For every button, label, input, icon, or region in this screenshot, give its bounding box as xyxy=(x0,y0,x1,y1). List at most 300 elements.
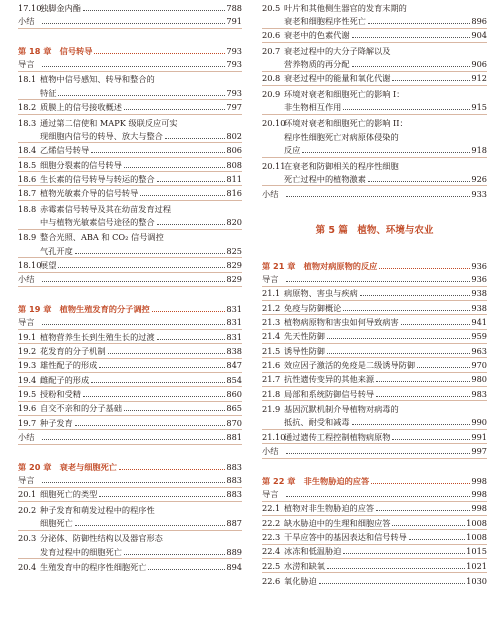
toc-entry[interactable] xyxy=(262,387,487,401)
page-number: 883 xyxy=(226,489,242,500)
entry-title: 雌配子的形成 xyxy=(40,374,90,385)
dot-leader xyxy=(368,180,470,182)
toc-entry[interactable] xyxy=(262,143,487,157)
entry-title: 效应因子激活的免疫是二级诱导防御 xyxy=(284,359,416,370)
page-number: 889 xyxy=(226,546,242,557)
section-number: 19.6 xyxy=(18,403,37,414)
entry-title: 氧化胁迫 xyxy=(284,576,317,587)
toc-entry[interactable] xyxy=(18,430,242,444)
chapter-heading[interactable] xyxy=(262,473,487,487)
page-number: 793 xyxy=(226,45,242,56)
entry-title: 雄性配子的形成 xyxy=(40,360,98,371)
toc-entry[interactable] xyxy=(18,215,242,229)
toc-entry[interactable] xyxy=(262,172,487,186)
toc-entry[interactable] xyxy=(18,129,242,143)
entry-title: 干旱应答中的基因表达和信号转导 xyxy=(284,532,407,543)
page-number: 998 xyxy=(471,489,487,500)
section-number: 导言 xyxy=(18,59,35,70)
toc-entry[interactable] xyxy=(18,559,242,573)
toc-entry[interactable] xyxy=(18,158,242,172)
toc-entry[interactable] xyxy=(262,0,487,14)
dot-leader xyxy=(75,424,226,426)
section-number: 20.3 xyxy=(18,533,37,544)
page-number: 788 xyxy=(226,2,242,13)
dot-leader xyxy=(140,194,225,196)
section-number: 20.11 xyxy=(262,160,286,171)
page-number: 938 xyxy=(471,288,487,299)
section-number: 21.4 xyxy=(262,331,281,342)
page-number: 896 xyxy=(471,16,487,27)
dot-leader xyxy=(286,495,470,497)
entry-title: 独脚金内酯 xyxy=(40,2,81,13)
entry-title: 第 20 章 衰老与细胞死亡 xyxy=(18,461,117,472)
section-number: 小结 xyxy=(18,274,35,285)
section-number: 19.2 xyxy=(18,346,37,356)
toc-entry[interactable] xyxy=(18,387,242,401)
entry-title: 抵抗、耐受和减毒 xyxy=(284,417,350,428)
entry-title: 特征 xyxy=(40,87,57,98)
toc-entry[interactable] xyxy=(262,344,487,358)
toc-entry[interactable] xyxy=(262,158,487,172)
toc-entry[interactable] xyxy=(18,516,242,530)
page-number: 838 xyxy=(226,346,242,356)
section-number: 19.7 xyxy=(18,417,37,428)
toc-entry[interactable] xyxy=(18,545,242,559)
page-number: 865 xyxy=(226,403,242,414)
entry-title: 气孔开度 xyxy=(40,245,73,256)
entry-title: 第 19 章 植物生殖发育的分子调控 xyxy=(18,303,150,314)
entry-title: 生殖发育中的程序性细胞死亡 xyxy=(40,562,147,573)
section-number: 19.1 xyxy=(18,331,37,342)
toc-entry[interactable] xyxy=(18,344,242,358)
entry-title: 先天性防御 xyxy=(284,331,325,342)
page-number: 831 xyxy=(226,331,242,342)
page-number: 926 xyxy=(471,173,487,184)
toc-entry[interactable] xyxy=(262,502,487,516)
toc-entry[interactable] xyxy=(262,545,487,559)
dot-leader xyxy=(124,108,225,110)
section-number: 22.4 xyxy=(262,546,281,557)
toc-entry[interactable] xyxy=(18,86,242,100)
dot-leader xyxy=(75,252,226,254)
entry-title: 诱导性防御 xyxy=(284,345,325,356)
entry-title: 第 22 章 非生物胁迫的应答 xyxy=(262,475,370,486)
page-number: 998 xyxy=(471,475,487,486)
entry-title: 叶片和其他侧生器官的发育末期的 xyxy=(284,2,407,13)
toc-entry[interactable] xyxy=(262,559,487,573)
page-number: 820 xyxy=(226,216,242,227)
toc-entry[interactable] xyxy=(262,444,487,458)
dot-leader xyxy=(417,366,470,368)
page-number: 791 xyxy=(226,16,242,27)
toc-entry[interactable] xyxy=(18,373,242,387)
section-number: 21.6 xyxy=(262,359,281,370)
section-number: 20.6 xyxy=(262,30,281,41)
dot-leader xyxy=(392,524,465,526)
dot-leader xyxy=(108,352,226,354)
section-number: 20.10 xyxy=(262,117,286,128)
toc-entry[interactable] xyxy=(262,14,487,28)
toc-left-column xyxy=(18,0,242,574)
toc-entry[interactable] xyxy=(262,129,487,143)
section-number: 20.9 xyxy=(262,88,281,99)
entry-title: 细胞分裂素的信号转导 xyxy=(40,159,122,170)
entry-title: 反应 xyxy=(284,145,301,156)
chapter-heading[interactable] xyxy=(18,459,242,473)
toc-entry[interactable] xyxy=(262,287,487,301)
entry-title: 第 18 章 信号转导 xyxy=(18,45,93,56)
section-number: 22.5 xyxy=(262,560,281,571)
dot-leader xyxy=(124,409,225,411)
page-number: 831 xyxy=(226,317,242,328)
entry-title: 冰冻和低温胁迫 xyxy=(284,546,342,557)
section-number: 18.9 xyxy=(18,232,37,243)
entry-title: 展望 xyxy=(40,259,57,270)
page-number: 983 xyxy=(471,388,487,399)
section-spacer xyxy=(18,445,242,459)
dot-leader xyxy=(286,280,470,282)
toc-entry[interactable] xyxy=(18,143,242,157)
entry-title: 衰老中的色素代谢 xyxy=(284,30,350,41)
page-number: 887 xyxy=(226,518,242,529)
page-number: 847 xyxy=(226,360,242,371)
entry-title: 抗性遗传变异的其他来源 xyxy=(284,374,375,385)
dot-leader xyxy=(360,294,471,296)
section-number: 22.6 xyxy=(262,576,281,587)
dot-leader xyxy=(286,195,470,197)
page-number: 854 xyxy=(226,374,242,385)
entry-title: 基因沉默机制介导植物对病毒的 xyxy=(284,404,399,414)
dot-leader xyxy=(42,481,225,483)
page-number: 894 xyxy=(226,562,242,573)
dot-leader xyxy=(99,366,225,368)
dot-leader xyxy=(91,381,225,383)
dot-leader xyxy=(83,9,225,11)
section-number: 21.3 xyxy=(262,316,281,327)
section-number: 19.3 xyxy=(18,360,37,371)
section-number: 21.5 xyxy=(262,345,281,356)
entry-title: 花发育的分子机制 xyxy=(40,346,106,356)
section-number: 19.5 xyxy=(18,389,37,400)
page-number: 1008 xyxy=(466,517,487,528)
entry-title: 质膜上的信号接收概述 xyxy=(40,102,122,113)
dot-leader xyxy=(165,137,226,139)
toc-entry[interactable] xyxy=(18,0,242,14)
page-number: 883 xyxy=(226,461,242,472)
dot-leader xyxy=(379,267,470,269)
entry-title: 植物病原物和害虫如何导致病害 xyxy=(284,316,399,327)
toc-entry[interactable] xyxy=(262,315,487,329)
dot-leader xyxy=(302,151,470,153)
dot-leader xyxy=(371,482,470,484)
toc-entry[interactable] xyxy=(262,301,487,315)
toc-entry[interactable] xyxy=(18,330,242,344)
page-number: 970 xyxy=(471,359,487,370)
entry-title: 现细胞内信号的转导、放大与整合 xyxy=(40,130,163,141)
page-number: 797 xyxy=(226,102,242,113)
toc-entry[interactable] xyxy=(18,115,242,129)
toc-entry[interactable] xyxy=(262,416,487,430)
dot-leader xyxy=(157,338,226,340)
toc-entry[interactable] xyxy=(18,57,242,71)
entry-title: 细胞死亡 xyxy=(40,518,73,529)
toc-entry[interactable] xyxy=(262,530,487,544)
toc-entry[interactable] xyxy=(18,201,242,215)
section-number: 20.2 xyxy=(18,504,37,515)
section-number: 小结 xyxy=(262,446,279,457)
toc-entry[interactable] xyxy=(262,100,487,114)
entry-title: 植物对非生物胁迫的应答 xyxy=(284,503,375,514)
dot-leader xyxy=(99,495,225,497)
toc-entry[interactable] xyxy=(262,516,487,530)
dot-leader xyxy=(42,65,225,67)
entry-title: 死亡过程中的植物激素 xyxy=(284,173,366,184)
page-number: 997 xyxy=(471,446,487,457)
page-number: 793 xyxy=(226,59,242,70)
page-number: 959 xyxy=(471,331,487,342)
chapter-heading[interactable] xyxy=(262,258,487,272)
toc-entry[interactable] xyxy=(18,502,242,516)
dot-leader xyxy=(352,423,471,425)
section-number: 19.4 xyxy=(18,374,37,385)
page-number: 936 xyxy=(471,273,487,284)
toc-entry[interactable] xyxy=(262,401,487,415)
page-number: 881 xyxy=(226,432,242,443)
section-number: 18.6 xyxy=(18,173,37,184)
page-number: 906 xyxy=(471,59,487,70)
page-number: 933 xyxy=(471,189,487,200)
section-number: 21.9 xyxy=(262,404,281,414)
dot-leader xyxy=(42,438,225,440)
toc-entry[interactable] xyxy=(18,473,242,487)
section-number: 18.1 xyxy=(18,74,37,85)
dot-leader xyxy=(376,509,470,511)
page-number: 806 xyxy=(226,145,242,156)
toc-entry[interactable] xyxy=(262,86,487,100)
page-number: 793 xyxy=(226,87,242,98)
entry-title: 植物光敏素介导的信号转导 xyxy=(40,188,139,199)
section-number: 导言 xyxy=(18,475,35,486)
dot-leader xyxy=(376,395,470,397)
entry-title: 种子发育 xyxy=(40,417,73,428)
dot-leader xyxy=(119,468,225,470)
entry-title: 程序性细胞死亡对病原体侵染的 xyxy=(284,131,399,142)
page-number: 980 xyxy=(471,374,487,385)
section-number: 18.7 xyxy=(18,188,37,199)
page-number: 904 xyxy=(471,30,487,41)
dot-leader xyxy=(42,280,225,282)
dot-leader xyxy=(157,223,226,225)
toc-entry[interactable] xyxy=(262,430,487,444)
page-number: 1030 xyxy=(466,576,487,587)
section-number: 20.5 xyxy=(262,2,281,13)
dot-leader xyxy=(368,22,470,24)
section-number: 18.5 xyxy=(18,159,37,170)
entry-title: 病原物、害虫与疾病 xyxy=(284,288,358,299)
dot-leader xyxy=(352,36,471,38)
section-spacer xyxy=(18,29,242,43)
section-number: 17.10 xyxy=(18,2,42,13)
page-number: 883 xyxy=(226,475,242,486)
toc-entry[interactable] xyxy=(262,43,487,57)
page-number: 829 xyxy=(226,259,242,270)
toc-entry[interactable] xyxy=(18,258,242,272)
page-number: 811 xyxy=(226,173,242,184)
entry-title: 植物中信号感知、转导和整合的 xyxy=(40,74,155,85)
entry-title: 第 21 章 植物对病原物的反应 xyxy=(262,260,378,271)
entry-title: 衰老和细胞程序性死亡 xyxy=(284,16,366,27)
entry-title: 中与植物光敏素信号途径的整合 xyxy=(40,216,155,227)
toc-entry[interactable] xyxy=(262,72,487,86)
dot-leader xyxy=(124,553,225,555)
section-number: 小结 xyxy=(18,16,35,27)
entry-title: 非生物相互作用 xyxy=(284,102,342,113)
toc-entry[interactable] xyxy=(262,57,487,71)
toc-entry[interactable] xyxy=(262,115,487,129)
section-number: 22.3 xyxy=(262,532,281,543)
toc-entry[interactable] xyxy=(18,230,242,244)
page-number: 1008 xyxy=(466,532,487,543)
section-number: 20.4 xyxy=(18,562,37,573)
section-number: 18.2 xyxy=(18,102,37,113)
toc-entry[interactable] xyxy=(18,488,242,502)
dot-leader xyxy=(75,524,226,526)
dot-leader xyxy=(58,266,225,268)
toc-entry[interactable] xyxy=(262,487,487,501)
toc-entry[interactable] xyxy=(18,273,242,287)
dot-leader xyxy=(319,582,465,584)
page-number: 1015 xyxy=(466,546,487,557)
section-number: 导言 xyxy=(262,273,279,284)
dot-leader xyxy=(401,323,471,325)
section-number: 小结 xyxy=(262,189,279,200)
page-number: 938 xyxy=(471,302,487,313)
entry-title: 授粉和受精 xyxy=(40,389,81,400)
dot-leader xyxy=(152,310,226,312)
dot-leader xyxy=(392,438,470,440)
entry-title: 分泌体、防御性结构以及器官形态 xyxy=(40,533,163,544)
page-number: 870 xyxy=(226,417,242,428)
section-number: 18.8 xyxy=(18,203,37,214)
toc-entry[interactable] xyxy=(18,416,242,430)
page-number: 990 xyxy=(471,417,487,428)
dot-leader xyxy=(409,538,465,540)
dot-leader xyxy=(327,337,470,339)
toc-entry[interactable] xyxy=(18,186,242,200)
section-number: 20.8 xyxy=(262,73,281,84)
toc-right-column xyxy=(262,0,487,588)
toc-entry[interactable] xyxy=(262,573,487,587)
page-number: 808 xyxy=(226,159,242,170)
page-number: 816 xyxy=(226,188,242,199)
section-number: 21.8 xyxy=(262,388,281,399)
toc-entry[interactable] xyxy=(262,330,487,344)
toc-entry[interactable] xyxy=(18,14,242,28)
page-number: 802 xyxy=(226,130,242,141)
toc-entry[interactable] xyxy=(18,531,242,545)
section-number: 21.7 xyxy=(262,374,281,385)
section-number: 20.7 xyxy=(262,45,281,56)
entry-title: 环境对衰老和细胞死亡的影响 II： xyxy=(284,117,408,128)
chapter-heading[interactable] xyxy=(18,43,242,57)
section-number: 21.2 xyxy=(262,302,281,313)
dot-leader xyxy=(392,79,470,81)
toc-entry[interactable] xyxy=(262,29,487,43)
page-number: 829 xyxy=(226,274,242,285)
section-spacer xyxy=(18,287,242,301)
dot-leader xyxy=(42,22,225,24)
dot-leader xyxy=(94,52,225,54)
entry-title: 水涝和缺氧 xyxy=(284,560,325,571)
entry-title: 乙烯信号转导 xyxy=(40,145,90,156)
page-number: 936 xyxy=(471,260,487,271)
entry-title: 衰老过程中的大分子降解以及 xyxy=(284,45,391,56)
entry-title: 局部和系统防御信号转导 xyxy=(284,388,375,399)
section-number: 21.10 xyxy=(262,431,286,442)
toc-entry[interactable] xyxy=(18,316,242,330)
toc-entry[interactable] xyxy=(262,373,487,387)
entry-title: 在衰老和防御相关的程序性细胞 xyxy=(284,160,399,171)
dot-leader xyxy=(376,380,470,382)
page-number: 918 xyxy=(471,145,487,156)
toc-entry[interactable] xyxy=(18,402,242,416)
page-number: 831 xyxy=(226,303,242,314)
entry-title: 通过第二信使和 MAPK 级联反应可实 xyxy=(40,117,178,128)
entry-title: 生长素的信号转导与转运的整合 xyxy=(40,173,155,184)
toc-entry[interactable] xyxy=(18,72,242,86)
dot-leader xyxy=(157,180,226,182)
entry-title: 自交不亲和的分子基础 xyxy=(40,403,122,414)
dot-leader xyxy=(58,94,225,96)
dot-leader xyxy=(124,166,225,168)
section-number: 20.1 xyxy=(18,489,37,500)
page-number: 998 xyxy=(471,503,487,514)
entry-title: 衰老过程中的能量和氧化代谢 xyxy=(284,73,391,84)
dot-leader xyxy=(343,309,470,311)
toc-entry[interactable] xyxy=(262,186,487,200)
section-number: 导言 xyxy=(18,317,35,328)
entry-title: 通过遗传工程控制植物病原物 xyxy=(284,431,391,442)
page-number: 860 xyxy=(226,389,242,400)
toc-entry[interactable] xyxy=(18,359,242,373)
section-number: 22.1 xyxy=(262,503,281,514)
page-number: 991 xyxy=(471,431,487,442)
entry-title: 环境对衰老和细胞死亡的影响 I： xyxy=(284,88,405,99)
page-number: 941 xyxy=(471,316,487,327)
toc-entry[interactable] xyxy=(262,358,487,372)
section-number: 18.4 xyxy=(18,145,37,156)
section-spacer xyxy=(262,459,487,473)
dot-leader xyxy=(148,568,225,570)
dot-leader xyxy=(343,552,465,554)
entry-title: 整合光照、ABA 和 CO₂ 信号调控 xyxy=(40,232,164,243)
entry-title: 缺水胁迫中的生理和细胞应答 xyxy=(284,517,391,528)
dot-leader xyxy=(91,151,225,153)
toc-entry[interactable] xyxy=(262,272,487,286)
entry-title: 免疫与防御概论 xyxy=(284,302,342,313)
toc-entry[interactable] xyxy=(18,244,242,258)
entry-title: 营养物质的再分配 xyxy=(284,59,350,70)
section-number: 18.3 xyxy=(18,117,37,128)
chapter-heading[interactable] xyxy=(18,301,242,315)
section-number: 18.10 xyxy=(18,259,42,270)
dot-leader xyxy=(327,352,470,354)
entry-title: 种子发育和萌发过程中的程序性 xyxy=(40,504,155,515)
toc-entry[interactable] xyxy=(18,172,242,186)
dot-leader xyxy=(286,452,470,454)
toc-entry[interactable] xyxy=(18,100,242,114)
entry-title: 赤霉素信号转导及其在幼苗发育过程 xyxy=(40,203,172,214)
